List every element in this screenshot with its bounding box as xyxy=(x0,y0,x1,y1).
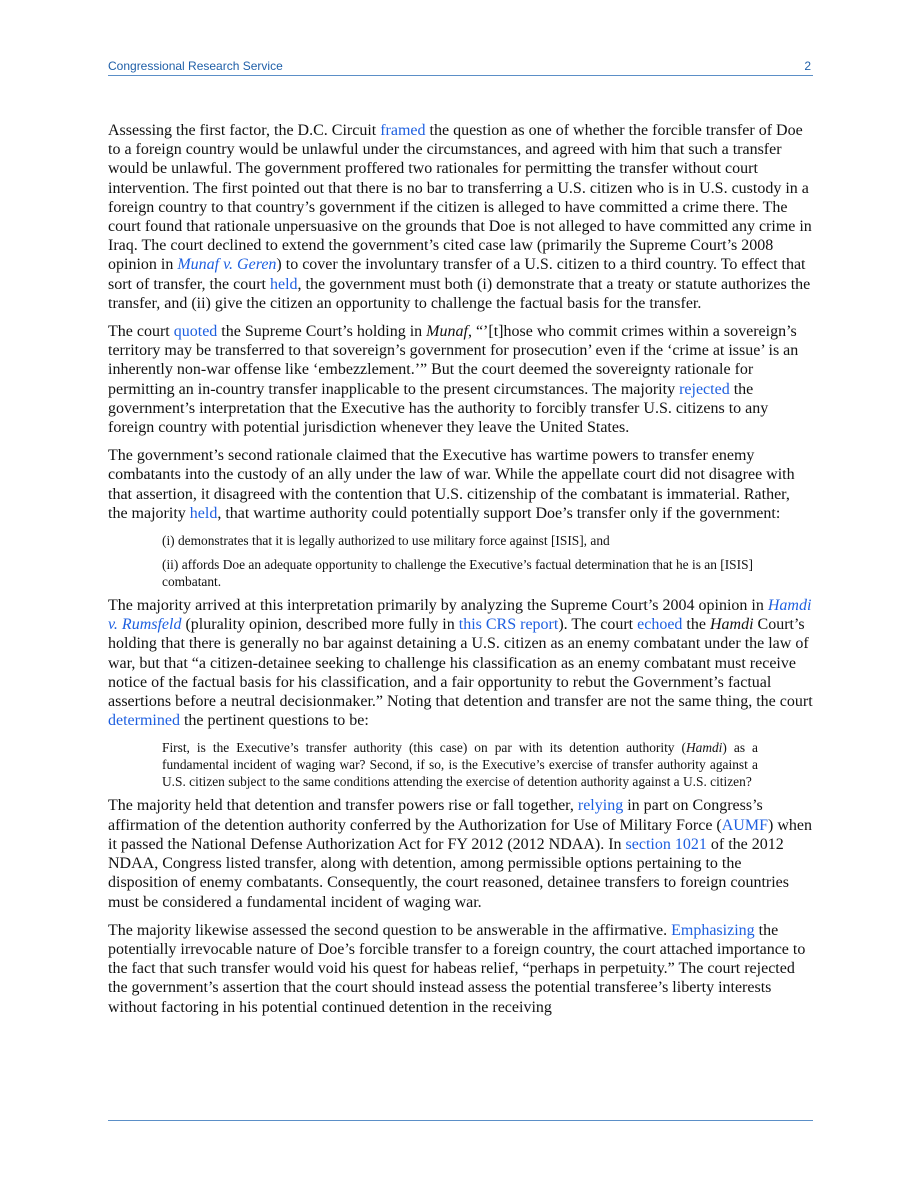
block-quote-questions xyxy=(162,739,758,790)
link-echoed[interactable]: echoed xyxy=(637,616,683,634)
text: ). The court xyxy=(558,616,638,634)
page-number: 2 xyxy=(804,59,811,73)
link-determined[interactable]: determined xyxy=(108,712,180,730)
link-rejected[interactable]: rejected xyxy=(679,380,730,398)
text: ) when it passed the National Defense Authorization Act for FY 2012 (2012 NDAA). In xyxy=(108,816,812,853)
text: the potentially irrevocable nature of Doe’s forcible transfer to a foreign country, the court attached importance to the fact that such transfer would void his quest for habeas relief, “perhaps in perpetuity.” The court rejected the government’s assertion that the court should instead assess the potential transferee’s liberty interests without factoring in his potential continued detention in the receiving xyxy=(108,921,806,1016)
link-held[interactable]: held xyxy=(269,275,298,293)
text: The majority likewise assessed the second question to be answerable in the affirmative. xyxy=(108,921,672,939)
text: Court’s holding that there is generally no bar against detaining a U.S. citizen as an enemy combatant under the law of war, but that “a citizen-detainee seeking to challenge his classification as an enemy combatant must receive notice of the factual basis for his classification, and a fair opportunity to rebut the Government’s factual assertions before a neutral decisionmaker.” Noting that detention and transfer are not the same thing, the court xyxy=(108,616,813,711)
paragraph-4 xyxy=(108,596,813,730)
document-body xyxy=(108,121,813,1026)
text: Assessing the first factor, the D.C. Circuit xyxy=(108,122,381,139)
text: ) to cover the involuntary transfer of a U.S. citizen to a third country. To effect that sort of transfer, the court xyxy=(108,256,806,293)
text: the government’s interpretation that the Executive has the authority to forcibly transfer U.S. citizens to any foreign country with potential jurisdiction whenever they leave the United States. xyxy=(108,380,769,437)
italic-case-name: Munaf xyxy=(426,323,468,341)
italic-case-name: Hamdi xyxy=(709,616,754,634)
text: in part on Congress’s affirmation of the detention authority conferred by the Authorization for Use of Military Force ( xyxy=(108,797,763,834)
block-quote-item-i: (i) demonstrates that it is legally authorized to use military force against [ISIS], and xyxy=(162,533,610,549)
header-org: Congressional Research Service xyxy=(108,59,283,73)
text: the Supreme Court’s holding in xyxy=(217,323,427,341)
italic-case-name: Hamdi xyxy=(685,740,723,756)
paragraph-5 xyxy=(108,796,813,911)
paragraph-6 xyxy=(108,921,813,1017)
link-section-1021[interactable]: section 1021 xyxy=(625,835,707,853)
link-relying[interactable]: relying xyxy=(577,797,624,815)
paragraph-2 xyxy=(108,322,813,437)
link-quoted[interactable]: quoted xyxy=(173,323,218,341)
link-crs-report[interactable]: this CRS report xyxy=(458,616,559,634)
text: , “’[t]hose who commit crimes within a sovereign’s territory may be transferred to that sovereign’s government for prosecution’ even if the ‘crime at issue’ is an inherently non-war offense like ‘embezzlement.’” But the court deemed the sovereignty rationale for permitting an in-country transfer inapplicable to the present circumstances. The majority xyxy=(108,323,799,398)
text: , that wartime authority could potentially support Doe’s transfer only if the government: xyxy=(217,504,781,522)
text: ) as a fundamental incident of waging war? Second, if so, is the Executive’s exercise of transfer authority against a U.S. citizen subject to the same conditions attending the exercise of detention authority against a U.S. citizen? xyxy=(162,740,758,790)
text: First, is the Executive’s transfer authority (this case) on par with its detention authority ( xyxy=(162,740,686,756)
link-munaf-v-geren[interactable] xyxy=(177,256,276,273)
link-framed[interactable]: framed xyxy=(380,122,426,139)
paragraph-3 xyxy=(108,446,813,523)
text: of the 2012 NDAA, Congress listed transfer, along with detention, among permissible options pertaining to the disposition of enemy combatants. Consequently, the court reasoned, detainee transfers to foreign countries must be considered a fundamental incident of waging war. xyxy=(108,835,789,911)
block-quote-item-ii: (ii) affords Doe an adequate opportunity to challenge the Executive’s factual determination that he is an [ISIS] combatant. xyxy=(162,557,753,590)
text: the pertinent questions to be: xyxy=(179,712,369,730)
link-held-2[interactable]: held xyxy=(189,504,218,522)
text: The court xyxy=(108,323,174,341)
text: The majority arrived at this interpretation primarily by analyzing the Supreme Court’s 2004 opinion in xyxy=(108,597,768,615)
text: the xyxy=(682,616,710,634)
page-header xyxy=(108,57,813,76)
text: The government’s second rationale claimed that the Executive has wartime powers to transfer enemy combatants into the custody of an ally under the law of war. While the appellate court did not disagree with that assertion, it disagreed with the contention that U.S. citizenship of the combatant is immaterial. Rather, the majority xyxy=(108,447,795,522)
link-text[interactable]: Hamdi v. Rumsfeld xyxy=(108,597,812,634)
link-emphasizing[interactable]: Emphasizing xyxy=(671,921,755,939)
text: , the government must both (i) demonstrate that a treaty or statute authorizes the transfer, and (ii) give the citizen an opportunity to challenge the factual basis for the transfer. xyxy=(108,275,811,312)
footer-rule xyxy=(108,1120,813,1121)
text: (plurality opinion, described more fully in xyxy=(181,616,459,634)
paragraph-1 xyxy=(108,121,813,313)
link-text[interactable]: Munaf v. Geren xyxy=(177,256,277,274)
text: the question as one of whether the forcible transfer of Doe to a foreign country would be unlawful under the circumstances, and agreed with him that such a transfer would be unlawful. The government proffered two rationales for permitting the transfer without court intervention. The first pointed out that there is no bar to transferring a U.S. citizen who is in U.S. custody in a foreign country to that country’s government if the citizen is alleged to have committed a crime there. The court found that rationale unpersuasive on the grounds that Doe is not alleged to have committed any crime in Iraq. The court declined to extend the government’s cited case law (primarily the Supreme Court’s 2008 opinion in xyxy=(108,122,812,274)
text: The majority held that detention and transfer powers rise or fall together, xyxy=(108,797,578,815)
link-aumf[interactable]: AUMF xyxy=(721,816,768,834)
